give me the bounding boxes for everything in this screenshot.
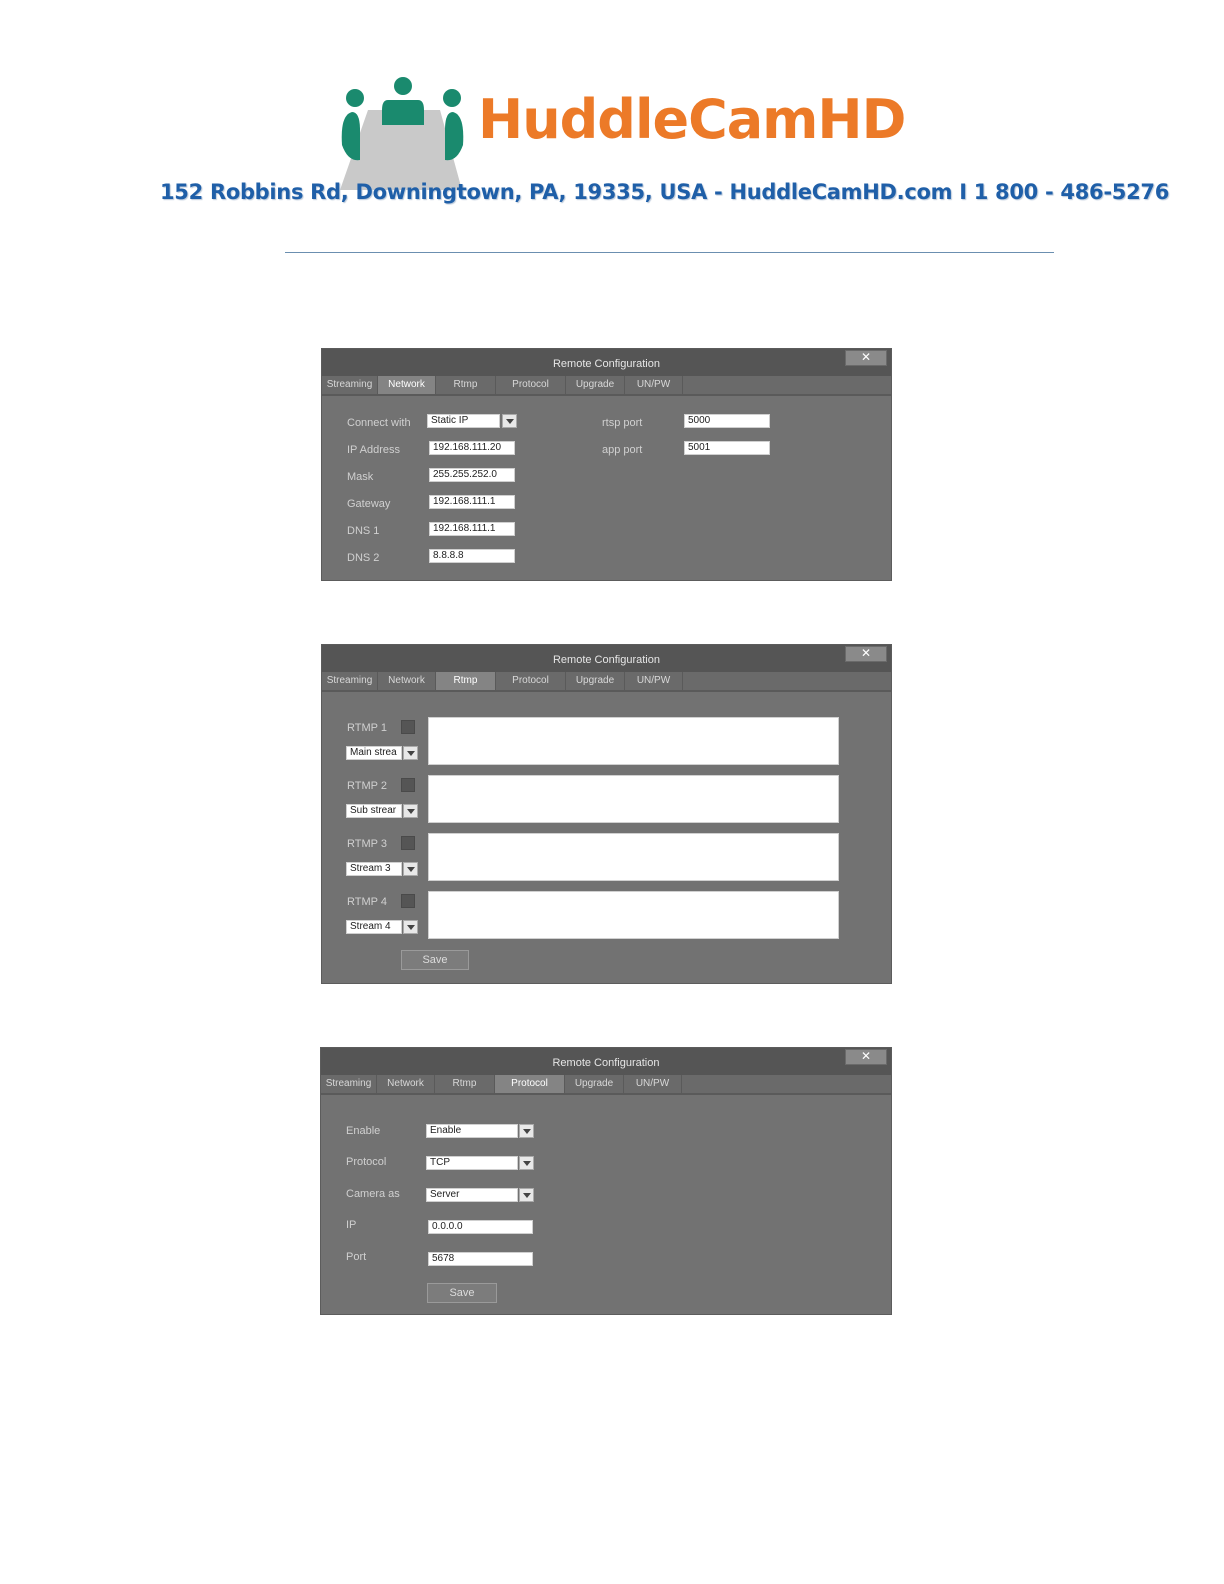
tab-protocol[interactable]: Protocol	[495, 1075, 565, 1093]
tab-bar	[322, 672, 891, 692]
camera-as-label: Camera as	[346, 1188, 400, 1200]
dns1-label: DNS 1	[347, 525, 380, 537]
tab-unpw[interactable]: UN/PW	[624, 1075, 682, 1093]
rtmp1-url-input[interactable]	[428, 717, 839, 765]
gateway-label: Gateway	[347, 498, 391, 510]
rtsp-port-label: rtsp port	[602, 417, 643, 429]
remote-config-dialog-network	[321, 348, 892, 581]
dns2-label: DNS 2	[347, 552, 380, 564]
protocol-label: Protocol	[346, 1156, 387, 1168]
remote-config-dialog-rtmp	[321, 644, 892, 984]
company-address: 152 Robbins Rd, Downingtown, PA, 19335, USA - HuddleCamHD.com I 1 800 - 486-5276	[160, 180, 1170, 204]
rtmp3-stream-select[interactable]: Stream 3	[346, 862, 402, 876]
rtmp3-checkbox[interactable]	[401, 836, 415, 850]
tab-streaming[interactable]: Streaming	[322, 376, 378, 394]
chevron-down-icon[interactable]	[519, 1188, 534, 1202]
close-button[interactable]: ✕	[845, 1049, 887, 1065]
close-button[interactable]: ✕	[845, 646, 887, 662]
rtmp2-checkbox[interactable]	[401, 778, 415, 792]
connect-with-select[interactable]: Static IP	[427, 414, 500, 428]
tab-streaming[interactable]: Streaming	[321, 1075, 377, 1093]
rtmp4-label: RTMP 4	[347, 896, 387, 908]
dialog-titlebar	[322, 349, 891, 376]
mask-input[interactable]: 255.255.252.0	[429, 468, 515, 482]
brand-name: HuddleCamHD	[478, 88, 906, 151]
tab-rtmp[interactable]: Rtmp	[436, 376, 496, 394]
tab-rtmp[interactable]: Rtmp	[436, 672, 496, 690]
tab-upgrade[interactable]: Upgrade	[566, 672, 625, 690]
rtmp3-url-input[interactable]	[428, 833, 839, 881]
dialog-title: Remote Configuration	[552, 358, 660, 370]
port-label: Port	[346, 1251, 367, 1263]
divider	[285, 252, 1054, 253]
save-button[interactable]: Save	[401, 950, 469, 970]
chevron-down-icon[interactable]	[403, 746, 418, 760]
app-port-input[interactable]: 5001	[684, 441, 770, 455]
rtmp2-url-input[interactable]	[428, 775, 839, 823]
app-port-label: app port	[602, 444, 643, 456]
tab-network[interactable]: Network	[378, 672, 436, 690]
rtmp2-label: RTMP 2	[347, 780, 387, 792]
rtmp3-label: RTMP 3	[347, 838, 387, 850]
tab-unpw[interactable]: UN/PW	[625, 376, 683, 394]
rtmp4-stream-select[interactable]: Stream 4	[346, 920, 402, 934]
mask-label: Mask	[347, 471, 374, 483]
chevron-down-icon[interactable]	[403, 920, 418, 934]
huddlecam-logo-icon	[330, 70, 475, 190]
dialog-title: Remote Configuration	[552, 654, 660, 666]
chevron-down-icon[interactable]	[403, 804, 418, 818]
remote-config-dialog-protocol	[320, 1047, 892, 1315]
connect-with-label: Connect with	[347, 417, 411, 429]
tab-upgrade[interactable]: Upgrade	[565, 1075, 624, 1093]
gateway-input[interactable]: 192.168.111.1	[429, 495, 515, 509]
chevron-down-icon[interactable]	[519, 1124, 534, 1138]
tab-bar	[322, 376, 891, 396]
tab-network[interactable]: Network	[377, 1075, 435, 1093]
dns1-input[interactable]: 192.168.111.1	[429, 522, 515, 536]
close-button[interactable]: ✕	[845, 350, 887, 366]
tab-network[interactable]: Network	[378, 376, 436, 394]
protocol-select[interactable]: TCP	[426, 1156, 518, 1170]
rtmp1-checkbox[interactable]	[401, 720, 415, 734]
tab-upgrade[interactable]: Upgrade	[566, 376, 625, 394]
ip-address-input[interactable]: 192.168.111.20	[429, 441, 515, 455]
tab-unpw[interactable]: UN/PW	[625, 672, 683, 690]
dialog-title: Remote Configuration	[552, 1057, 660, 1069]
save-button[interactable]: Save	[427, 1283, 497, 1303]
rtsp-port-input[interactable]: 5000	[684, 414, 770, 428]
ip-address-label: IP Address	[347, 444, 400, 456]
dialog-titlebar	[322, 645, 891, 672]
dns2-input[interactable]: 8.8.8.8	[429, 549, 515, 563]
tab-protocol[interactable]: Protocol	[496, 672, 566, 690]
tab-rtmp[interactable]: Rtmp	[435, 1075, 495, 1093]
port-input[interactable]: 5678	[428, 1252, 533, 1266]
enable-select[interactable]: Enable	[426, 1124, 518, 1138]
tab-streaming[interactable]: Streaming	[322, 672, 378, 690]
ip-input[interactable]: 0.0.0.0	[428, 1220, 533, 1234]
camera-as-select[interactable]: Server	[426, 1188, 518, 1202]
rtmp1-stream-select[interactable]: Main strea	[346, 746, 402, 760]
tab-bar	[321, 1075, 891, 1095]
rtmp2-stream-select[interactable]: Sub strear	[346, 804, 402, 818]
ip-label: IP	[346, 1219, 357, 1231]
tab-protocol[interactable]: Protocol	[496, 376, 566, 394]
chevron-down-icon[interactable]	[502, 414, 517, 428]
dialog-titlebar	[321, 1048, 891, 1075]
rtmp1-label: RTMP 1	[347, 722, 387, 734]
chevron-down-icon[interactable]	[403, 862, 418, 876]
rtmp4-url-input[interactable]	[428, 891, 839, 939]
rtmp4-checkbox[interactable]	[401, 894, 415, 908]
chevron-down-icon[interactable]	[519, 1156, 534, 1170]
enable-label: Enable	[346, 1125, 381, 1137]
